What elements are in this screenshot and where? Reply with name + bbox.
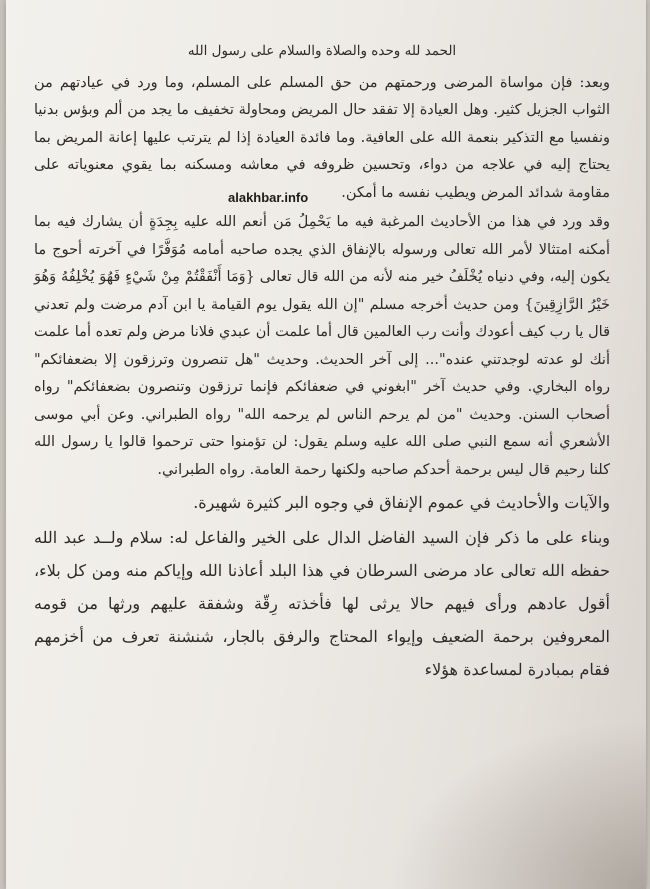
document-body [34,38,610,688]
paragraph-verses: والآيات والأحاديث في عموم الإنفاق في وجوه البر كثيرة شهيرة. [193,493,610,512]
document-page [6,0,646,889]
site-watermark: alakhbar.info [228,190,309,205]
document-heading: الحمد لله وحده والصلاة والسلام على رسول الله [187,43,457,59]
paragraph-intro: وبعد: فإن مواساة المرضى ورحمتهم من حق المسلم على المسلم، وما ورد في عيادتهم من الثواب الجزيل كثير. وهل العيادة إلا تفقد حال المريض ومحاولة تخفيف ما يجد من ألم وبؤس بدنيا ونفسيا مع التذكير بنعمة الله على العافية. وما فائدة العيادة إذا لم يترتب عليها إعانة المريض بما يحتاج إليه في علاجه من دواء، وتحسين ظروفه في معاشه ومسكنه بما يقوي معنوياته على مقاومة شدائد المرض ويطيب نفسه ما أمكن. [34,74,610,201]
paragraph-initiative: وبناء على ما ذكر فإن السيد الفاضل الدال على الخير والفاعل له: سلام ولــد عبد الله حفظه الله تعالى عاد مرضى السرطان في هذا البلد أعاذنا الله وإياكم منه ومن كل بلاء، أقول عادهم ورأى فيهم حالا يرثى لها فأخذته رِقّة وشفقة عليهم ورثها من قومه المعروفين برحمة الضعيف وإيواء المحتاج والرفق بالجار، شنشنة تعرف من أخزمهم فقام بمبادرة لمساعدة هؤلاء [34,528,611,679]
page-shadow [386,719,646,889]
paragraph-hadith: وقد ورد في هذا من الأحاديث المرغبة فيه ما يَحْمِلُ مَن أنعم الله عليه بِجِدَةٍ أن يشارك فيه بما أمكنه امتثالا لأمر الله تعالى ورسوله بالإنفاق الذي يجده صاحبه أمامه مُوَفَّرًا في آخرته أحوج ما يكون إليه، وفي دنياه يُخْلَفُ خير منه لأنه من الله قال تعالى {وَمَا أَنْفَقْتُمْ مِنْ شَيْءٍ فَهُوَ يُخْلِفُهُ وَهُوَ خَيْرُ الرَّازِقِينَ} ومن حديث أخرجه مسلم "إن الله يقول يوم القيامة يا ابن آدم مرضت ولم تعدني قال يا رب كيف أعودك وأنت رب العالمين قال أما علمت أن عبدي فلانا مرض ولم تعده أما علمت أنك لو عدته لوجدتني عنده"... إلى آخر الحديث. وحديث "هل تنصرون وترزقون إلا بضعفائكم" رواه البخاري. وفي حديث آخر "ابغوني في ضعفائكم فإنما ترزقون وتنصرون بضعفائكم" رواه أصحاب السنن. وحديث "من لم يرحم الناس لم يرحمه الله" رواه الطبراني. وعن أبي موسى الأشعري أنه سمع النبي صلى الله عليه وسلم يقول: لن تؤمنوا حتى ترحموا قالوا يا رسول الله كلنا رحيم قال ليس برحمة أحدكم صاحبه ولكنها رحمة العامة. رواه الطبراني. [34,214,610,478]
